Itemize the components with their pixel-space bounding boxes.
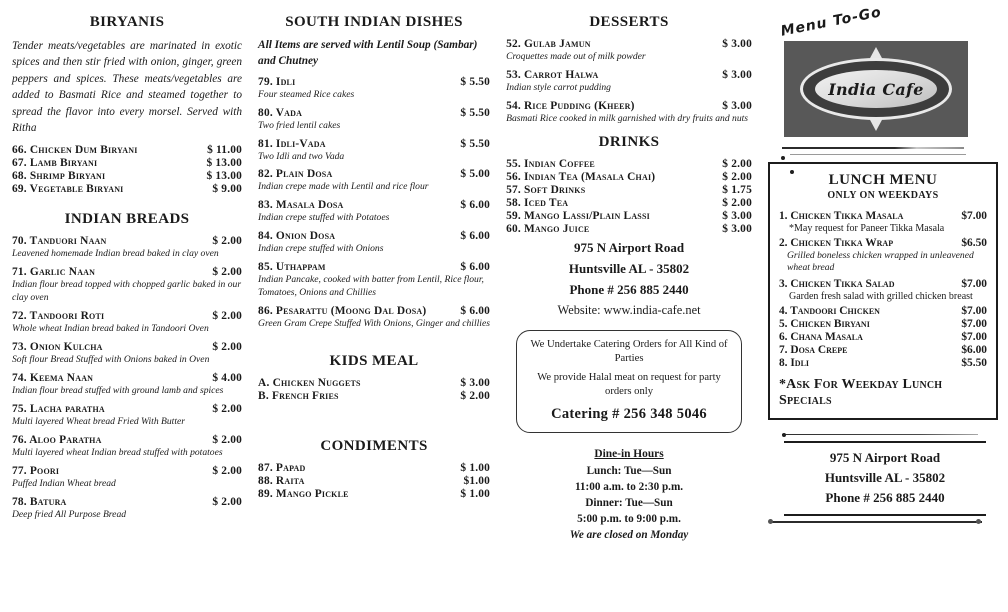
item-description: Four steamed Rice cakes xyxy=(258,88,355,100)
item-price: $ 5.50 xyxy=(460,75,491,88)
lunch-item xyxy=(779,344,987,356)
item-name: 56. Indian Tea (Masala Chai) xyxy=(506,170,656,183)
menu-item xyxy=(258,138,490,150)
catering-box xyxy=(516,330,742,433)
item-name: A. Chicken Nuggets xyxy=(258,377,361,390)
menu-to-go-label: Menu To-Go xyxy=(779,4,884,40)
lunch-item xyxy=(779,357,987,369)
lunch-time: 11:00 a.m. to 2:30 p.m. xyxy=(574,480,684,493)
item-price: $7.00 xyxy=(961,277,987,290)
item-price: $ 6.00 xyxy=(460,261,491,274)
crease-dot-icon xyxy=(976,519,981,524)
logo-oval-outer xyxy=(800,58,952,120)
item-name: 75. Lacha paratha xyxy=(12,402,105,415)
section-title-indian-breads: INDIAN BREADS xyxy=(64,211,190,228)
item-description: Indian flour bread stuffed with ground lamb and spices xyxy=(12,384,224,396)
item-price: $ 3.00 xyxy=(722,68,752,81)
item-price: $ 4.00 xyxy=(212,371,243,384)
item-name: 54. Rice Pudding (Kheer) xyxy=(506,99,635,112)
menu-item xyxy=(258,76,490,88)
crease-dot-icon xyxy=(790,170,794,174)
menu-item xyxy=(258,199,490,211)
section-title-biryanis: BIRYANIS xyxy=(89,14,165,30)
column-desserts-drinks-info xyxy=(500,8,760,612)
item-name: 76. Aloo Paratha xyxy=(12,433,102,446)
item-description: Croquettes made out of milk powder xyxy=(506,51,646,62)
menu-item xyxy=(506,210,752,222)
desserts-item-list xyxy=(506,38,752,126)
menu-item xyxy=(258,462,490,474)
south-indian-intro: All Items are served with Lentil Soup (Sambar) and Chutney xyxy=(258,39,478,67)
item-price: $ 3.00 xyxy=(460,377,491,390)
item-price: $ 5.50 xyxy=(460,137,491,150)
item-name: 83. Masala Dosa xyxy=(258,199,344,212)
lunch-item xyxy=(779,210,987,222)
lunch-item xyxy=(779,305,987,317)
item-price: $ 3.00 xyxy=(722,209,752,222)
menu-item xyxy=(506,158,752,170)
item-price: $ 2.00 xyxy=(212,235,243,248)
item-description: Puffed Indian Wheat bread xyxy=(12,477,116,489)
item-name: 5. Chicken Biryani xyxy=(778,317,870,330)
menu-item xyxy=(258,390,490,402)
item-price: $ 6.00 xyxy=(460,305,491,318)
item-price: $ 6.00 xyxy=(460,199,491,212)
item-name: 2. Chicken Tikka Wrap xyxy=(778,236,894,249)
address-city: Huntsville AL - 35802 xyxy=(824,470,946,486)
item-name: 57. Soft Drinks xyxy=(506,183,586,196)
logo-oval-inner xyxy=(815,70,937,108)
fold-crease-marks-bottom xyxy=(770,521,1000,523)
item-description: Soft flour Bread Stuffed with Onions baked in Oven xyxy=(12,354,210,365)
item-price: $ 5.00 xyxy=(460,168,491,181)
closed-notice: We are closed on Monday xyxy=(569,528,689,541)
item-name: 74. Keema Naan xyxy=(12,371,94,384)
lunch-item xyxy=(779,278,987,290)
item-description: Indian style carrot pudding xyxy=(506,81,611,93)
contact-website[interactable]: Website: www.india-cafe.net xyxy=(557,302,701,317)
menu-item xyxy=(12,183,242,195)
contact-city: Huntsville AL - 35802 xyxy=(568,260,690,276)
item-description: Indian crepe stuffed with Potatoes xyxy=(258,212,390,224)
item-name: 53. Carrot Halwa xyxy=(506,68,599,81)
item-description: Indian Pancake, cooked with batter from Lentil, Rice flour, Tomatoes, Onions and Chillies xyxy=(258,274,484,299)
item-name: 1. Chicken Tikka Masala xyxy=(778,209,904,222)
menu-item xyxy=(258,168,490,180)
item-price: $ 2.00 xyxy=(212,341,243,353)
menu-item xyxy=(506,223,752,235)
item-price: $ 3.00 xyxy=(722,222,752,235)
kids-meal-item-list xyxy=(258,377,490,402)
item-price: $ 2.00 xyxy=(212,433,243,446)
menu-item xyxy=(12,496,242,508)
lunch-menu-box xyxy=(768,162,998,420)
section-title-drinks: DRINKS xyxy=(598,133,660,150)
item-price: $5.50 xyxy=(961,356,987,369)
condiments-item-list xyxy=(258,462,490,500)
item-price: $ 5.50 xyxy=(460,106,491,119)
item-note: *May request for Paneer Tikka Masala xyxy=(788,222,945,234)
item-price: $7.00 xyxy=(961,209,987,222)
item-name: 69. Vegetable Biryani xyxy=(12,183,124,196)
item-price: $ 2.00 xyxy=(722,157,752,170)
item-name: 88. Raita xyxy=(258,475,305,488)
item-price: $7.00 xyxy=(961,304,987,317)
crease-line xyxy=(782,147,964,149)
menu-item xyxy=(506,100,752,112)
lunch-item xyxy=(779,318,987,330)
item-name: 6. Chana Masala xyxy=(778,330,863,343)
item-price: $6.00 xyxy=(961,343,987,356)
item-price: $ 1.00 xyxy=(460,462,491,475)
section-title-condiments: CONDIMENTS xyxy=(320,438,428,455)
column-south-indian xyxy=(252,8,500,612)
menu-item xyxy=(506,184,752,196)
menu-item xyxy=(12,266,242,278)
menu-item xyxy=(506,38,752,50)
item-name: 80. Vada xyxy=(258,106,303,119)
address-street: 975 N Airport Road xyxy=(829,450,941,466)
menu-item xyxy=(12,170,242,182)
item-description: Two Idli and two Vada xyxy=(258,150,345,162)
item-description: Multi layered Wheat bread Fried With Butter xyxy=(12,415,186,427)
item-name: 73. Onion Kulcha xyxy=(12,341,103,353)
dine-in-hours xyxy=(506,448,752,541)
item-price: $1.00 xyxy=(463,475,491,488)
item-name: 7. Dosa Crepe xyxy=(778,343,848,356)
menu-item xyxy=(12,235,242,247)
item-name: 82. Plain Dosa xyxy=(258,168,333,181)
item-name: 66. Chicken Dum Biryani xyxy=(12,144,138,157)
item-name: 84. Onion Dosa xyxy=(258,230,336,243)
item-name: B. French Fries xyxy=(258,390,339,403)
section-title-south-indian: SOUTH INDIAN DISHES xyxy=(285,14,463,30)
lunch-menu-subtitle: ONLY ON WEEKDAYS xyxy=(827,189,939,201)
item-description: Whole wheat Indian bread baked in Tandoori Oven xyxy=(12,323,209,335)
menu-item xyxy=(12,372,242,384)
catering-line-2: We provide Halal meat on request for party orders only xyxy=(537,372,721,398)
item-description: Indian flour bread topped with chopped garlic baked in our clay oven xyxy=(12,279,242,304)
item-name: 79. Idli xyxy=(258,75,296,88)
menu-item xyxy=(506,69,752,81)
menu-item xyxy=(12,144,242,156)
item-description: Leavened homemade Indian bread baked in clay oven xyxy=(12,248,219,260)
item-description: Two fried lentil cakes xyxy=(258,119,341,131)
menu-item xyxy=(258,261,490,273)
menu-item xyxy=(506,171,752,183)
item-name: 8. Idli xyxy=(778,356,810,369)
item-name: 89. Mango Pickle xyxy=(258,488,349,501)
item-price: $6.50 xyxy=(961,236,987,249)
item-price: $ 2.00 xyxy=(212,310,243,323)
crease-dot-icon xyxy=(781,156,785,160)
item-price: $ 2.00 xyxy=(722,170,752,183)
item-name: 55. Indian Coffee xyxy=(506,157,595,170)
menu-item xyxy=(12,157,242,169)
item-price: $ 6.00 xyxy=(460,230,491,243)
item-description: Deep fried All Purpose Bread xyxy=(12,508,127,520)
item-name: 58. Iced Tea xyxy=(506,196,569,209)
contact-street: 975 N Airport Road xyxy=(573,239,685,255)
item-name: 78. Batura xyxy=(12,495,67,508)
column-biryanis-breads xyxy=(4,8,252,612)
item-price: $ 3.00 xyxy=(722,99,752,112)
address-phone: Phone # 256 885 2440 xyxy=(825,490,945,506)
contact-block xyxy=(506,240,752,318)
item-price: $ 2.00 xyxy=(212,266,243,279)
item-name: 60. Mango Juice xyxy=(506,222,590,235)
item-price: $ 2.00 xyxy=(722,196,752,209)
item-name: 71. Garlic Naan xyxy=(12,266,96,279)
item-name: 70. Tanduori Naan xyxy=(12,235,107,248)
section-title-kids-meal: KIDS MEAL xyxy=(329,353,419,370)
menu-item xyxy=(12,434,242,446)
item-name: 67. Lamb Biryani xyxy=(12,157,98,170)
logo-text: India Cafe xyxy=(828,79,924,99)
item-description: Multi layered wheat Indian bread stuffed with potatoes xyxy=(12,446,223,458)
lunch-days: Lunch: Tue—Sun xyxy=(586,464,672,477)
item-name: 86. Pesarattu (Moong Dal Dosa) xyxy=(258,305,427,318)
item-name: 85. Uthappam xyxy=(258,261,326,274)
item-price: $ 3.00 xyxy=(722,38,752,50)
hours-title: Dine-in Hours xyxy=(594,447,664,460)
item-name: 68. Shrimp Biryani xyxy=(12,170,106,183)
crease-line xyxy=(782,434,978,435)
item-price: $ 13.00 xyxy=(206,170,243,183)
item-description: Garden fresh salad with grilled chicken breast xyxy=(788,290,973,302)
item-price: $7.00 xyxy=(961,330,987,343)
crease-line xyxy=(770,521,982,523)
item-price: $ 2.00 xyxy=(212,402,243,415)
item-name: 87. Papad xyxy=(258,462,306,475)
item-name: 4. Tandoori Chicken xyxy=(778,304,880,317)
crease-dot-icon xyxy=(768,519,773,524)
menu-item xyxy=(12,403,242,415)
contact-phone: Phone # 256 885 2440 xyxy=(569,281,689,297)
lunch-item xyxy=(779,237,987,249)
item-price: $ 2.00 xyxy=(212,495,243,508)
lunch-specials-footer: *Ask For Weekday Lunch Specials xyxy=(778,376,943,408)
item-description: Indian crepe made with Lentil and rice flour xyxy=(258,181,429,193)
item-name: 81. Idli-Vada xyxy=(258,137,326,150)
item-price: $ 2.00 xyxy=(460,390,491,403)
catering-line-1: We Undertake Catering Orders for All Kind of Parties xyxy=(530,338,728,364)
item-name: 52. Gulab Jamun xyxy=(506,38,591,50)
india-cafe-logo xyxy=(784,41,968,137)
crease-dot-icon xyxy=(782,433,786,437)
item-description: Green Gram Crepe Stuffed With Onions, Ginger and chillies xyxy=(258,318,490,330)
item-price: $ 1.75 xyxy=(722,183,752,196)
fold-crease-marks-middle xyxy=(782,434,1000,435)
biryanis-item-list xyxy=(12,144,242,195)
dinner-days: Dinner: Tue—Sun xyxy=(585,496,673,509)
menu-item xyxy=(12,341,242,353)
lunch-item xyxy=(779,331,987,343)
item-name: 3. Chicken Tikka Salad xyxy=(778,277,895,290)
item-description: Indian crepe stuffed with Onions xyxy=(258,243,384,255)
menu-item xyxy=(258,488,490,500)
item-name: 72. Tandoori Roti xyxy=(12,310,105,323)
item-price: $ 1.00 xyxy=(460,488,491,501)
menu-item xyxy=(258,230,490,242)
drinks-item-list xyxy=(506,158,752,235)
item-price: $ 9.00 xyxy=(212,183,243,196)
breads-item-list xyxy=(12,235,242,521)
item-price: $ 13.00 xyxy=(206,157,243,170)
section-title-desserts: DESSERTS xyxy=(589,14,669,30)
item-description: Basmati Rice cooked in milk garnished with dry fruits and nuts xyxy=(506,112,749,124)
menu-item xyxy=(258,107,490,119)
biryanis-intro: Tender meats/vegetables are marinated in exotic spices and then stir fried with onion, ginger, green peppers and spices. These meats/vegetables are added to Basmati Rice and steamed together to spread the flavor into every morsel. Served with Ritha xyxy=(12,40,243,134)
column-cover-lunch xyxy=(760,4,1004,612)
crease-line xyxy=(790,154,966,155)
menu-item xyxy=(12,465,242,477)
item-description: Grilled boneless chicken wrapped in unleavened wheat bread xyxy=(786,249,974,274)
dinner-time: 5:00 p.m. to 9:00 p.m. xyxy=(577,512,681,525)
item-price: $ 2.00 xyxy=(212,464,243,477)
menu-item xyxy=(258,377,490,389)
item-name: 59. Mango Lassi/Plain Lassi xyxy=(506,209,650,222)
menu-item xyxy=(12,310,242,322)
item-price: $7.00 xyxy=(961,317,987,330)
fold-crease-marks-top xyxy=(782,147,1000,155)
south-indian-item-list xyxy=(258,76,490,331)
lunch-menu-title: LUNCH MENU xyxy=(828,171,938,188)
menu-item xyxy=(258,305,490,317)
address-box xyxy=(784,441,986,516)
item-name: 77. Poori xyxy=(12,464,60,477)
menu-item xyxy=(506,197,752,209)
item-price: $ 11.00 xyxy=(207,144,243,157)
menu-item xyxy=(258,475,490,487)
catering-phone: Catering # 256 348 5046 xyxy=(551,405,707,422)
